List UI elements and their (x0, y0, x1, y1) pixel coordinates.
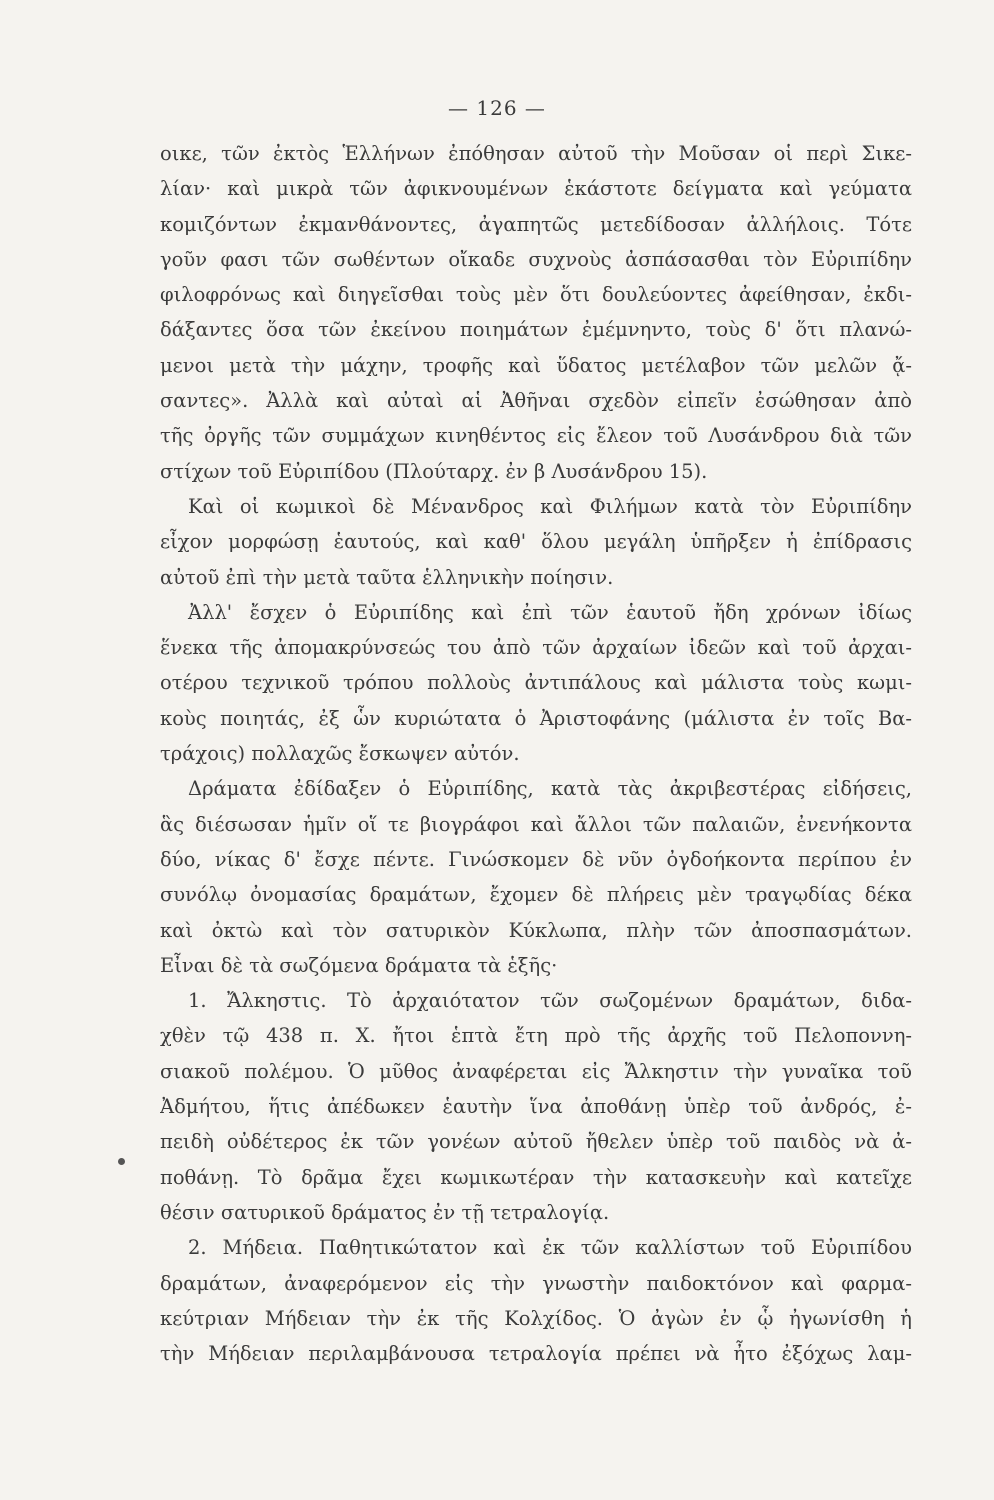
text-line: χθὲν τῷ 438 π. Χ. ἤτοι ἑπτὰ ἔτη πρὸ τῆς ἀρχῆς τοῦ Πελοποννη- (160, 1024, 912, 1048)
text-line: Ἀδμήτου, ἥτις ἀπέδωκεν ἑαυτὴν ἵνα ἀποθάνῃ ὑπὲρ τοῦ ἀνδρός, ἐ- (160, 1095, 912, 1119)
text-line: Καὶ οἱ κωμικοὶ δὲ Μένανδρος καὶ Φιλήμων κατὰ τὸν Εὐριπίδην (188, 494, 912, 518)
text-line: γοῦν φασι τῶν σωθέντων οἴκαδε συχνοὺς ἀσπάσασθαι τὸν Εὐριπίδην (160, 247, 912, 271)
page-number: — 126 — (448, 96, 546, 120)
text-line: ἃς διέσωσαν ἡμῖν οἵ τε βιογράφοι καὶ ἄλλοι τῶν παλαιῶν, ἐνενήκοντα (160, 812, 912, 836)
margin-dot (118, 1158, 125, 1165)
text-line: ποθάνῃ. Τὸ δρᾶμα ἔχει κωμικωτέραν τὴν κατασκευὴν καὶ κατεῖχε (160, 1165, 912, 1189)
text-line: καὶ ὀκτὼ καὶ τὸν σατυρικὸν Κύκλωπα, πλὴν τῶν ἀποσπασμάτων. (160, 918, 912, 942)
text-line: ἕνεκα τῆς ἀπομακρύνσεώς του ἀπὸ τῶν ἀρχαίων ἰδεῶν καὶ τοῦ ἀρχαι- (160, 636, 912, 660)
text-line: Δράματα ἐδίδαξεν ὁ Εὐριπίδης, κατὰ τὰς ἀκριβεστέρας εἰδήσεις, (188, 777, 912, 801)
text-line: εἶχον μορφώσῃ ἑαυτούς, καὶ καθ' ὅλου μεγάλη ὑπῆρξεν ἡ ἐπίδρασις (160, 530, 912, 554)
text-line: κομιζόντων ἐκμανθάνοντες, ἀγαπητῶς μετεδίδοσαν ἀλλήλοις. Τότε (160, 212, 912, 236)
text-line: στίχων τοῦ Εὐριπίδου (Πλούταρχ. ἐν β Λυσάνδρου 15). (160, 459, 708, 483)
text-line: θέσιν σατυρικοῦ δράματος ἐν τῇ τετραλογίᾳ. (160, 1200, 610, 1224)
text-line: τῆς ὀργῆς τῶν συμμάχων κινηθέντος εἰς ἔλεον τοῦ Λυσάνδρου διὰ τῶν (160, 424, 912, 448)
text-line: οικε, τῶν ἐκτὸς Ἑλλήνων ἐπόθησαν αὐτοῦ τὴν Μοῦσαν οἱ περὶ Σικε- (160, 142, 912, 165)
text-line: συνόλῳ ὀνομασίας δραμάτων, ἔχομεν δὲ πλήρεις μὲν τραγῳδίας δέκα (160, 883, 912, 907)
text-line: φιλοφρόνως καὶ διηγεῖσθαι τοὺς μὲν ὅτι δουλεύοντες ἀφείθησαν, ἐκδι- (160, 283, 912, 307)
text-line: πειδὴ οὐδέτερος ἐκ τῶν γονέων αὐτοῦ ἤθελεν ὑπὲρ τοῦ παιδὸς νὰ ἀ- (160, 1130, 912, 1154)
text-line: κεύτριαν Μήδειαν τὴν ἐκ τῆς Κολχίδος. Ὁ ἀγὼν ἐν ᾧ ἠγωνίσθη ἡ (160, 1306, 912, 1330)
text-line: Ἀλλ' ἔσχεν ὁ Εὐριπίδης καὶ ἐπὶ τῶν ἑαυτοῦ ἤδη χρόνων ἰδίως (188, 600, 912, 624)
text-line: τράχοις) πολλαχῶς ἔσκωψεν αὐτόν. (160, 742, 520, 766)
text-line: σαντες». Ἀλλὰ καὶ αὐταὶ αἱ Ἀθῆναι σχεδὸν εἰπεῖν ἐσώθησαν ἀπὸ (160, 389, 912, 413)
text-line: λίαν· καὶ μικρὰ τῶν ἀφικνουμένων ἑκάστοτε δείγματα καὶ γεύματα (160, 177, 912, 201)
text-line: μενοι μετὰ τὴν μάχην, τροφῆς καὶ ὕδατος μετέλαβον τῶν μελῶν ᾄ- (160, 353, 912, 377)
text-line: οτέρου τεχνικοῦ τρόπου πολλοὺς ἀντιπάλους καὶ μάλιστα τοὺς κωμι- (160, 671, 912, 695)
text-line: Εἶναι δὲ τὰ σωζόμενα δράματα τὰ ἑξῆς· (160, 953, 558, 977)
text-line: αὐτοῦ ἐπὶ τὴν μετὰ ταῦτα ἑλληνικὴν ποίησιν. (160, 565, 614, 589)
text-line: δάξαντες ὅσα τῶν ἐκείνου ποιημάτων ἐμέμνηντο, τοὺς δ' ὅτι πλανώ- (160, 318, 912, 342)
text-line: τὴν Μήδειαν περιλαμβάνουσα τετραλογία πρέπει νὰ ἦτο ἐξόχως λαμ- (160, 1342, 912, 1366)
text-line: δύο, νίκας δ' ἔσχε πέντε. Γινώσκομεν δὲ νῦν ὀγδοήκοντα περίπου ἐν (160, 847, 912, 871)
text-line: 2. Μήδεια. Παθητικώτατον καὶ ἐκ τῶν καλλίστων τοῦ Εὐριπίδου (188, 1236, 912, 1260)
body-text (160, 136, 912, 1371)
text-line: δραμάτων, ἀναφερόμενον εἰς τὴν γνωστὴν παιδοκτόνον καὶ φαρμα- (160, 1271, 912, 1295)
text-line: 1. Ἄλκηστις. Τὸ ἀρχαιότατον τῶν σωζομένων δραμάτων, διδα- (188, 989, 912, 1013)
text-line: κοὺς ποιητάς, ἐξ ὧν κυριώτατα ὁ Ἀριστοφάνης (μάλιστα ἐν τοῖς Βα- (160, 706, 912, 730)
text-line: σιακοῦ πολέμου. Ὁ μῦθος ἀναφέρεται εἰς Ἄλκηστιν τὴν γυναῖκα τοῦ (160, 1059, 912, 1083)
